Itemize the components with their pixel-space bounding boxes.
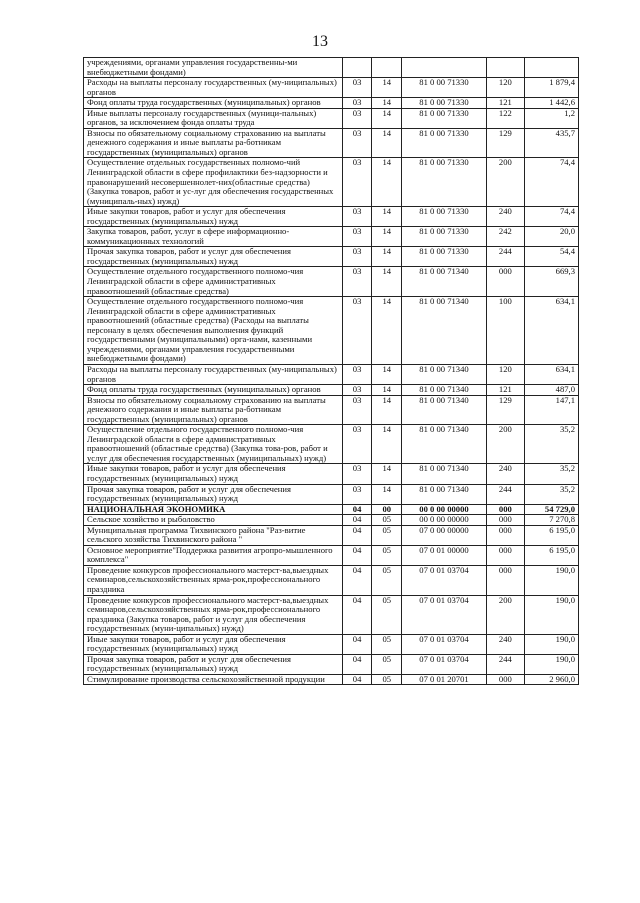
row-subsection-cell: 05	[372, 654, 402, 674]
row-subsection-cell: 14	[372, 484, 402, 504]
row-amount-cell: 190,0	[524, 595, 578, 634]
row-target-article-cell: 81 0 00 71340	[402, 395, 487, 425]
row-subsection-cell: 14	[372, 464, 402, 484]
row-name-cell: Муниципальная программа Тихвинского района "Раз-витие сельского хозяйства Тихвинского района "	[84, 525, 343, 545]
row-target-article-cell: 81 0 00 71330	[402, 108, 487, 128]
row-expense-type-cell: 000	[486, 674, 524, 685]
row-expense-type-cell: 000	[486, 545, 524, 565]
row-amount-cell: 35,2	[524, 484, 578, 504]
row-name-cell: Взносы по обязательному социальному страхованию на выплаты денежного содержания и иные выплаты ра-ботникам государственных (муниципальных) органов	[84, 128, 343, 158]
row-subsection-cell: 14	[372, 98, 402, 109]
row-expense-type-cell: 120	[486, 364, 524, 384]
row-name-cell: Иные выплаты персоналу государственных (муници-пальных) органов, за исключением фонда оплаты труда	[84, 108, 343, 128]
row-amount-cell: 487,0	[524, 385, 578, 396]
row-name-cell: Прочая закупка товаров, работ и услуг для обеспечения государственных (муниципальных) нужд	[84, 654, 343, 674]
row-subsection-cell: 14	[372, 425, 402, 464]
row-section-cell: 03	[342, 267, 372, 297]
table-row	[84, 108, 579, 128]
row-section-cell: 03	[342, 128, 372, 158]
row-amount-cell: 7 270,8	[524, 515, 578, 526]
row-target-article-cell	[402, 58, 487, 78]
row-subsection-cell: 14	[372, 158, 402, 207]
row-section-cell: 03	[342, 227, 372, 247]
table-row	[84, 484, 579, 504]
row-expense-type-cell: 240	[486, 634, 524, 654]
table-row	[84, 545, 579, 565]
row-section-cell: 03	[342, 464, 372, 484]
row-section-cell: 03	[342, 207, 372, 227]
table-row	[84, 464, 579, 484]
row-name-cell: Осуществление отдельного государственного полномо-чия Ленинградской области в сфере административных правоотношений (областные средства) (Закупка това-ров, работ и услуг для обеспечения государственных (муниципальных) нужд)	[84, 425, 343, 464]
row-subsection-cell: 05	[372, 515, 402, 526]
row-target-article-cell: 07 0 01 03704	[402, 654, 487, 674]
row-section-cell: 03	[342, 385, 372, 396]
row-name-cell: НАЦИОНАЛЬНАЯ ЭКОНОМИКА	[84, 504, 343, 515]
row-target-article-cell: 81 0 00 71340	[402, 297, 487, 365]
row-expense-type-cell: 100	[486, 297, 524, 365]
row-name-cell: Прочая закупка товаров, работ и услуг для обеспечения государственных (муниципальных) нужд	[84, 484, 343, 504]
row-subsection-cell: 14	[372, 78, 402, 98]
row-section-cell: 03	[342, 98, 372, 109]
table-row	[84, 247, 579, 267]
table-row	[84, 595, 579, 634]
row-amount-cell: 1 442,6	[524, 98, 578, 109]
row-amount-cell: 1,2	[524, 108, 578, 128]
table-row	[84, 515, 579, 526]
row-name-cell: Иные закупки товаров, работ и услуг для обеспечения государственных (муниципальных) нужд	[84, 207, 343, 227]
row-section-cell	[342, 58, 372, 78]
budget-table	[83, 57, 579, 685]
row-target-article-cell: 07 0 01 20701	[402, 674, 487, 685]
row-name-cell: Осуществление отдельного государственного полномо-чия Ленинградской области в сфере административных правоотношений (областные средства)	[84, 267, 343, 297]
table-row	[84, 98, 579, 109]
row-section-cell: 03	[342, 395, 372, 425]
table-row	[84, 395, 579, 425]
table-row	[84, 654, 579, 674]
row-subsection-cell: 05	[372, 634, 402, 654]
row-amount-cell: 669,3	[524, 267, 578, 297]
row-target-article-cell: 81 0 00 71330	[402, 78, 487, 98]
row-expense-type-cell: 121	[486, 385, 524, 396]
row-expense-type-cell: 121	[486, 98, 524, 109]
row-section-cell: 04	[342, 654, 372, 674]
row-target-article-cell: 07 0 00 00000	[402, 525, 487, 545]
row-amount-cell: 54,4	[524, 247, 578, 267]
row-section-cell: 04	[342, 674, 372, 685]
row-section-cell: 03	[342, 247, 372, 267]
row-target-article-cell: 07 0 01 03704	[402, 595, 487, 634]
row-amount-cell: 190,0	[524, 565, 578, 595]
row-target-article-cell: 81 0 00 71330	[402, 207, 487, 227]
row-target-article-cell: 81 0 00 71340	[402, 385, 487, 396]
row-subsection-cell: 14	[372, 128, 402, 158]
table-row	[84, 385, 579, 396]
row-section-cell: 03	[342, 425, 372, 464]
row-section-cell: 04	[342, 595, 372, 634]
table-row	[84, 425, 579, 464]
table-row	[84, 207, 579, 227]
row-section-cell: 03	[342, 78, 372, 98]
row-section-cell: 04	[342, 565, 372, 595]
row-amount-cell: 190,0	[524, 654, 578, 674]
row-name-cell: Основное мероприятие"Поддержка развития агропро-мышленного комплекса"	[84, 545, 343, 565]
row-target-article-cell: 07 0 01 03704	[402, 565, 487, 595]
row-name-cell: Сельское хозяйство и рыболовство	[84, 515, 343, 526]
row-subsection-cell: 14	[372, 207, 402, 227]
table-row	[84, 297, 579, 365]
table-row	[84, 78, 579, 98]
row-name-cell: Фонд оплаты труда государственных (муниципальных) органов	[84, 98, 343, 109]
row-name-cell: Расходы на выплаты персоналу государственных (му-ниципальных) органов	[84, 78, 343, 98]
row-amount-cell: 35,2	[524, 425, 578, 464]
table-row	[84, 267, 579, 297]
row-subsection-cell: 14	[372, 108, 402, 128]
row-subsection-cell: 00	[372, 504, 402, 515]
row-subsection-cell: 05	[372, 525, 402, 545]
row-amount-cell: 74,4	[524, 207, 578, 227]
row-subsection-cell: 05	[372, 674, 402, 685]
row-amount-cell: 634,1	[524, 297, 578, 365]
table-row	[84, 58, 579, 78]
row-subsection-cell: 14	[372, 267, 402, 297]
row-target-article-cell: 00 0 00 00000	[402, 515, 487, 526]
row-name-cell: Закупка товаров, работ, услуг в сфере информационно-коммуникационных технологий	[84, 227, 343, 247]
row-expense-type-cell: 200	[486, 425, 524, 464]
table-row	[84, 227, 579, 247]
row-expense-type-cell: 000	[486, 525, 524, 545]
row-amount-cell: 35,2	[524, 464, 578, 484]
table-row	[84, 128, 579, 158]
row-expense-type-cell: 120	[486, 78, 524, 98]
row-expense-type-cell: 129	[486, 128, 524, 158]
row-name-cell: Иные закупки товаров, работ и услуг для обеспечения государственных (муниципальных) нужд	[84, 464, 343, 484]
table-row	[84, 364, 579, 384]
row-section-cell: 04	[342, 515, 372, 526]
row-name-cell: Расходы на выплаты персоналу государственных (му-ниципальных) органов	[84, 364, 343, 384]
row-subsection-cell: 14	[372, 395, 402, 425]
row-subsection-cell: 14	[372, 227, 402, 247]
row-subsection-cell: 05	[372, 545, 402, 565]
row-expense-type-cell: 200	[486, 595, 524, 634]
row-expense-type-cell: 240	[486, 207, 524, 227]
row-target-article-cell: 81 0 00 71330	[402, 128, 487, 158]
row-name-cell: Стимулирование производства сельскохозяйственной продукции	[84, 674, 343, 685]
row-target-article-cell: 07 0 01 03704	[402, 634, 487, 654]
row-amount-cell: 634,1	[524, 364, 578, 384]
row-expense-type-cell: 129	[486, 395, 524, 425]
row-amount-cell: 435,7	[524, 128, 578, 158]
row-expense-type-cell: 244	[486, 247, 524, 267]
table-row	[84, 565, 579, 595]
row-subsection-cell: 05	[372, 595, 402, 634]
table-row	[84, 634, 579, 654]
row-target-article-cell: 81 0 00 71340	[402, 484, 487, 504]
row-section-cell: 03	[342, 364, 372, 384]
row-section-cell: 03	[342, 108, 372, 128]
row-name-cell: Проведение конкурсов профессионального мастерст-ва,выездных семинаров,сельскохозяйственных ярма-рок,профессионального праздника	[84, 565, 343, 595]
row-amount-cell	[524, 58, 578, 78]
row-target-article-cell: 81 0 00 71340	[402, 364, 487, 384]
row-target-article-cell: 81 0 00 71340	[402, 425, 487, 464]
row-name-cell: Осуществление отдельных государственных полномо-чий Ленинградской области в сфере профилактики без-надзорности и правонарушений несовершеннолет-них(областные средства) (Закупка товаров, работ и ус-луг для обеспечения государственных (муниципаль-ных) нужд)	[84, 158, 343, 207]
row-section-cell: 04	[342, 545, 372, 565]
row-expense-type-cell: 200	[486, 158, 524, 207]
row-section-cell: 04	[342, 634, 372, 654]
row-subsection-cell: 05	[372, 565, 402, 595]
row-target-article-cell: 81 0 00 71330	[402, 247, 487, 267]
row-name-cell: Проведение конкурсов профессионального мастерст-ва,выездных семинаров,сельскохозяйственных ярма-рок,профессионального праздника (Закупка товаров, работ и услуг для обеспечения государственных (муни-ципальных) нужд)	[84, 595, 343, 634]
row-name-cell: Прочая закупка товаров, работ и услуг для обеспечения государственных (муниципальных) нужд	[84, 247, 343, 267]
row-name-cell: Осуществление отдельного государственного полномо-чия Ленинградской области в сфере административных правоотношений (областные средства) (Расходы на выплаты персоналу в целях обеспечения выполнения функций государственными (муниципальными) орга-нами, казенными учреждениями, органами управления государственными внебюджетными фондами)	[84, 297, 343, 365]
row-section-cell: 04	[342, 525, 372, 545]
table-row	[84, 674, 579, 685]
table-row	[84, 158, 579, 207]
row-subsection-cell: 14	[372, 364, 402, 384]
table-row	[84, 525, 579, 545]
row-subsection-cell: 14	[372, 297, 402, 365]
row-expense-type-cell: 242	[486, 227, 524, 247]
row-subsection-cell: 14	[372, 385, 402, 396]
row-target-article-cell: 81 0 00 71330	[402, 98, 487, 109]
row-expense-type-cell: 244	[486, 484, 524, 504]
row-subsection-cell: 14	[372, 247, 402, 267]
row-expense-type-cell: 000	[486, 504, 524, 515]
row-amount-cell: 190,0	[524, 634, 578, 654]
row-amount-cell: 74,4	[524, 158, 578, 207]
row-target-article-cell: 07 0 01 00000	[402, 545, 487, 565]
row-subsection-cell	[372, 58, 402, 78]
row-amount-cell: 6 195,0	[524, 525, 578, 545]
row-amount-cell: 2 960,0	[524, 674, 578, 685]
row-name-cell: Фонд оплаты труда государственных (муниципальных) органов	[84, 385, 343, 396]
row-name-cell: учреждениями, органами управления государственны-ми внебюджетными фондами)	[84, 58, 343, 78]
row-amount-cell: 54 729,0	[524, 504, 578, 515]
row-expense-type-cell: 000	[486, 565, 524, 595]
row-target-article-cell: 81 0 00 71330	[402, 158, 487, 207]
row-expense-type-cell: 244	[486, 654, 524, 674]
row-name-cell: Иные закупки товаров, работ и услуг для обеспечения государственных (муниципальных) нужд	[84, 634, 343, 654]
page-number: 13	[312, 33, 328, 50]
row-expense-type-cell: 240	[486, 464, 524, 484]
row-target-article-cell: 81 0 00 71330	[402, 227, 487, 247]
row-amount-cell: 147,1	[524, 395, 578, 425]
row-section-cell: 03	[342, 158, 372, 207]
row-target-article-cell: 00 0 00 00000	[402, 504, 487, 515]
row-expense-type-cell: 000	[486, 515, 524, 526]
row-amount-cell: 20,0	[524, 227, 578, 247]
table-row	[84, 504, 579, 515]
row-section-cell: 04	[342, 504, 372, 515]
row-section-cell: 03	[342, 484, 372, 504]
budget-table-body	[84, 58, 579, 685]
row-amount-cell: 1 879,4	[524, 78, 578, 98]
row-expense-type-cell: 122	[486, 108, 524, 128]
row-section-cell: 03	[342, 297, 372, 365]
row-expense-type-cell: 000	[486, 267, 524, 297]
row-target-article-cell: 81 0 00 71340	[402, 464, 487, 484]
row-amount-cell: 6 195,0	[524, 545, 578, 565]
row-expense-type-cell	[486, 58, 524, 78]
row-target-article-cell: 81 0 00 71340	[402, 267, 487, 297]
row-name-cell: Взносы по обязательному социальному страхованию на выплаты денежного содержания и иные выплаты ра-ботникам государственных (муниципальных) органов	[84, 395, 343, 425]
